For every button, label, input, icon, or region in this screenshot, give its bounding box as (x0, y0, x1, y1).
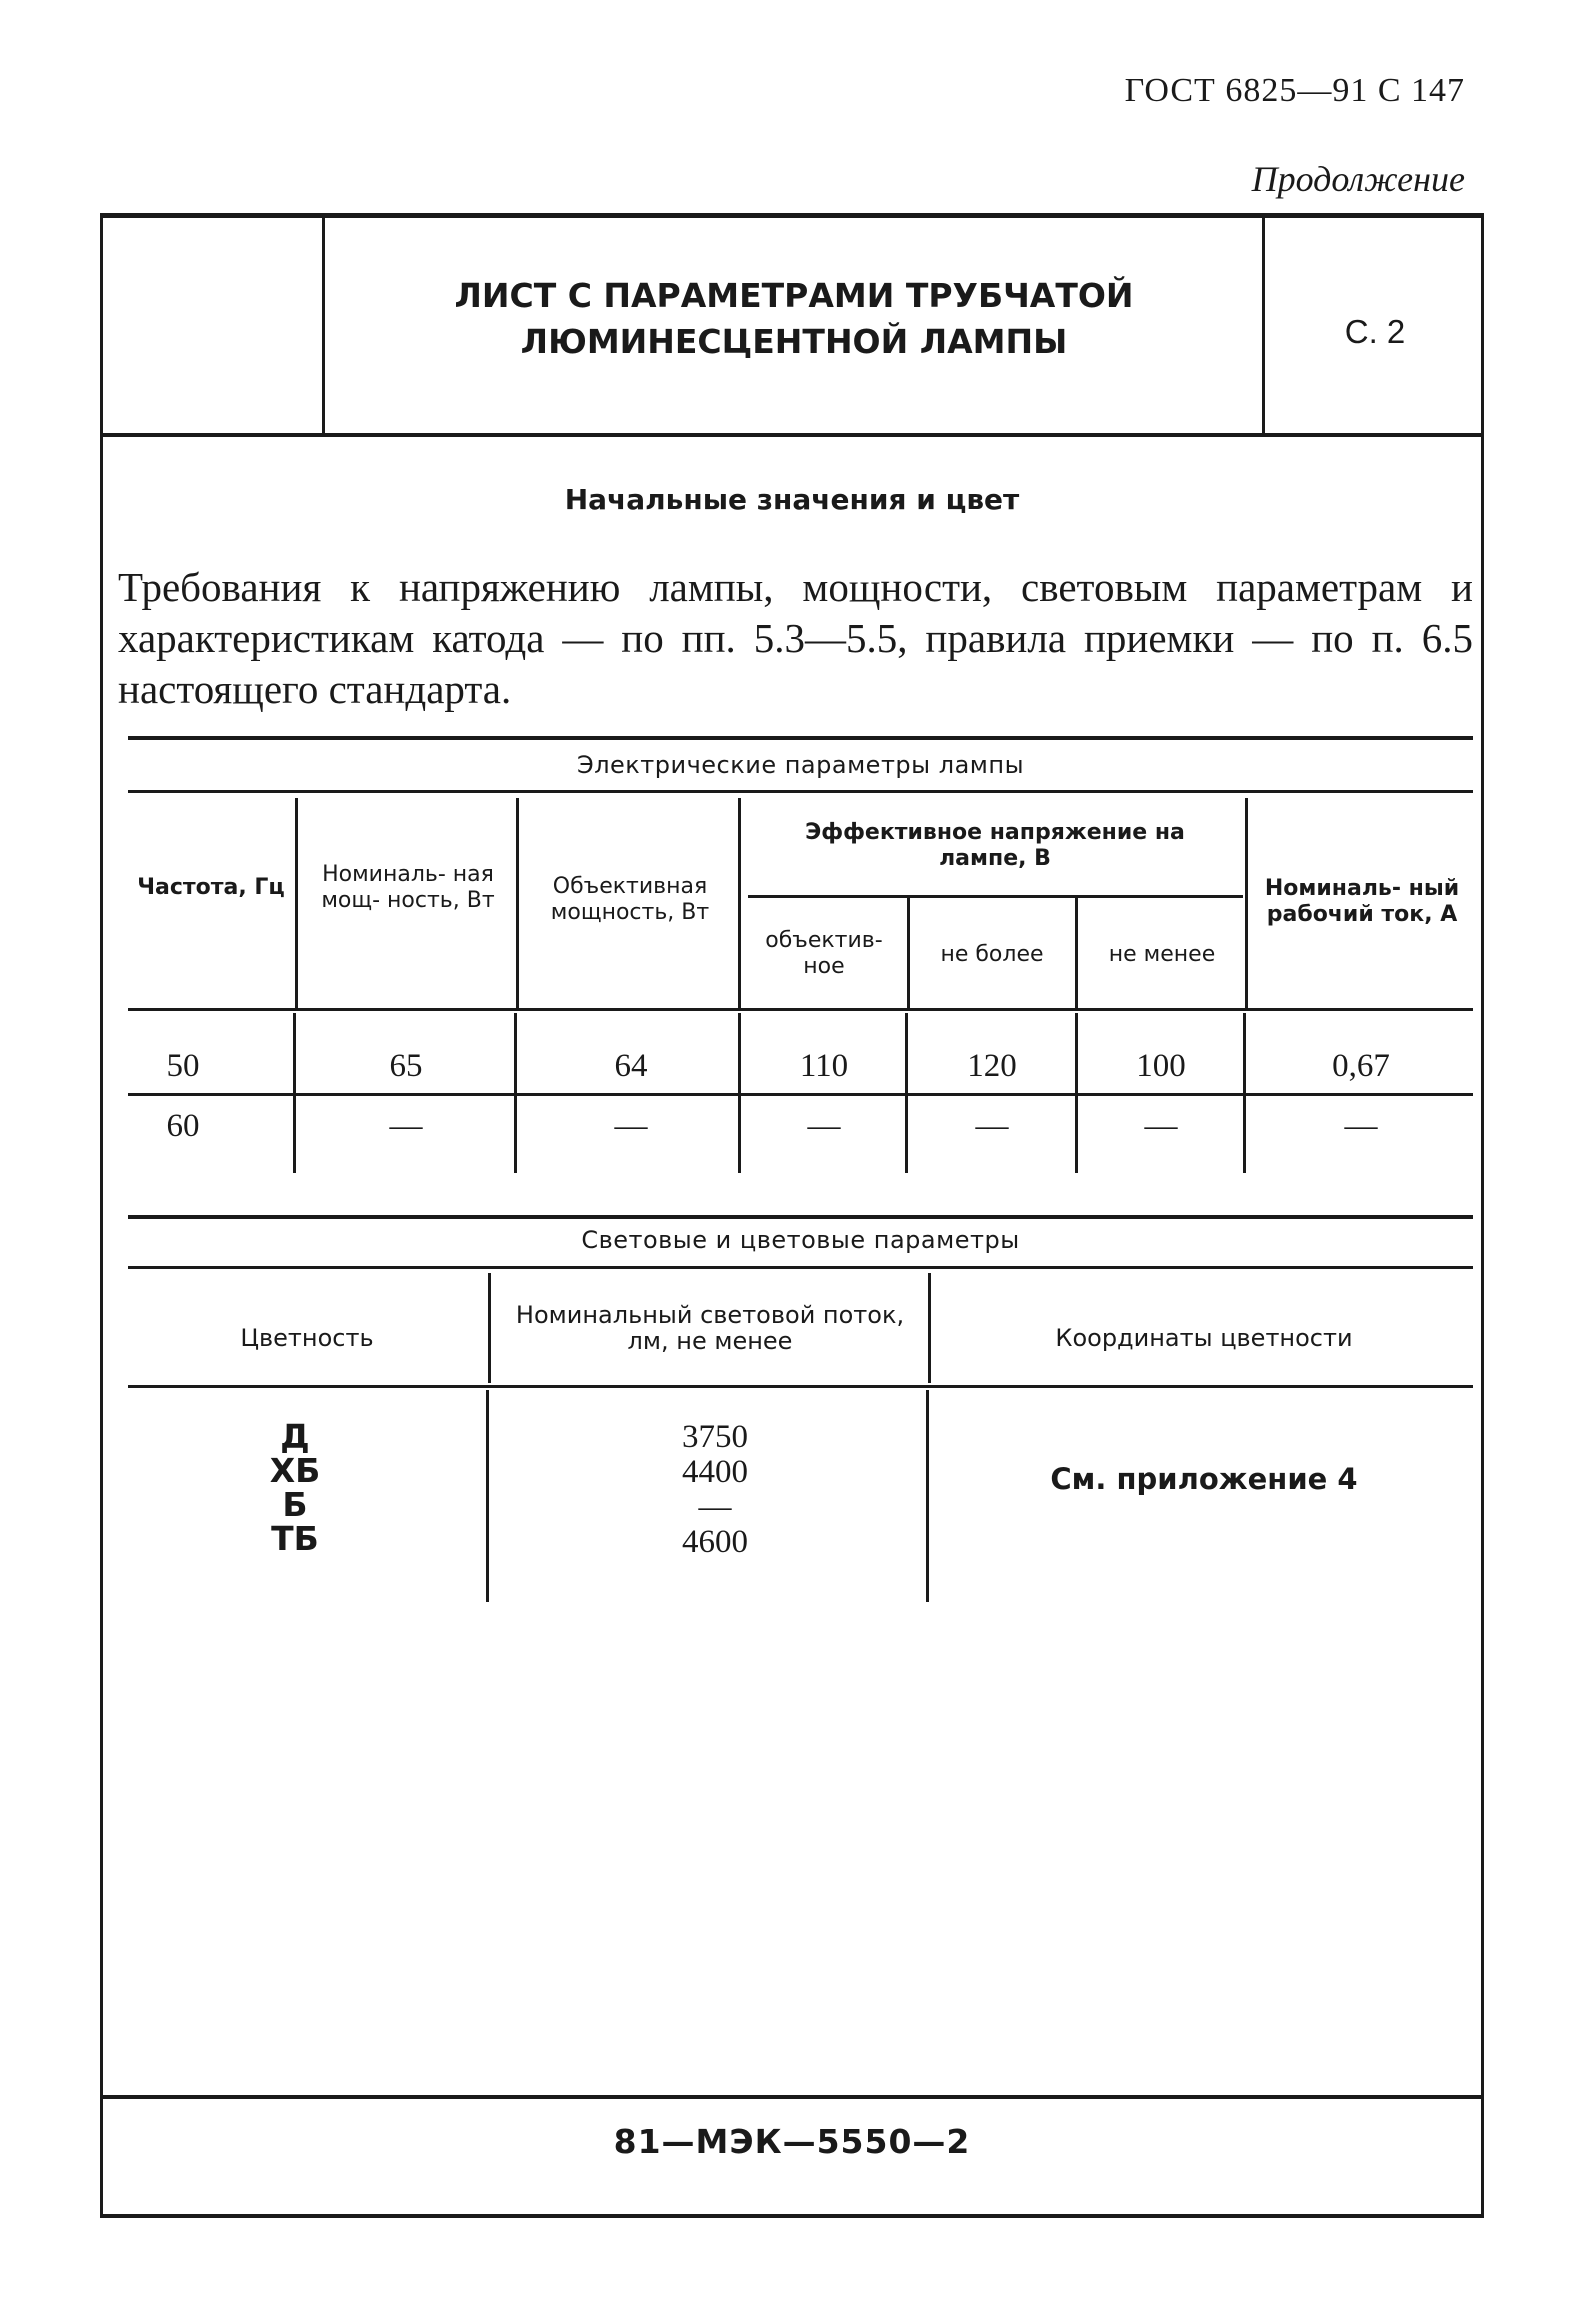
color-item: Б (282, 1485, 308, 1524)
cell-nominal-power: 65 (389, 1048, 423, 1084)
cell-voltage-max: 120 (967, 1048, 1017, 1084)
cell-voltage-objective: 110 (799, 1048, 849, 1084)
flux-item: 4400 (682, 1454, 748, 1490)
color-item: ТБ (271, 1519, 319, 1558)
cell-frequency: 50 (166, 1048, 200, 1084)
column-divider (738, 798, 741, 1008)
electrical-caption: Электрические параметры лампы (576, 751, 1025, 779)
cell-objective-power: 64 (614, 1048, 648, 1084)
table-rule (128, 1008, 1473, 1011)
flux-item: 3750 (682, 1419, 748, 1455)
cell-voltage-min: 100 (1136, 1048, 1186, 1084)
flux-item: 4600 (682, 1524, 748, 1560)
column-divider (928, 1273, 931, 1383)
voltage-subheader-rule (748, 895, 1243, 898)
table-rule (128, 1215, 1473, 1219)
cell-voltage-objective: — (807, 1108, 841, 1144)
photometric-caption: Световые и цветовые параметры (581, 1226, 1020, 1254)
sheet-page-number: С. 2 (1344, 313, 1406, 350)
footer-rule (100, 2095, 1484, 2099)
cell-nominal-current: — (1344, 1108, 1378, 1144)
cell-nominal-power: — (389, 1108, 423, 1144)
requirements-paragraph: Требования к напряжению лампы, мощности, световым параметрам и характеристикам катода — по пп. 5.3—5.5, правила приемки — по п. 6.5 настоящего стандарта. (118, 564, 1473, 712)
cell-nominal-current: 0,67 (1332, 1048, 1390, 1084)
chromaticity-reference: См. приложение 4 (1050, 1462, 1358, 1496)
title-divider-left (322, 218, 325, 433)
table-rule (128, 1266, 1473, 1269)
column-header-color: Цветность (240, 1324, 374, 1352)
column-divider (516, 798, 519, 1008)
column-divider (295, 798, 298, 1008)
sheet-title (330, 273, 1258, 365)
cell-objective-power: — (614, 1108, 648, 1144)
document-code: 81—МЭК—5550—2 (613, 2122, 971, 2161)
color-item: ХБ (269, 1451, 321, 1490)
color-item: Д (280, 1417, 310, 1456)
sheet-title-line-1: ЛИСТ С ПАРАМЕТРАМИ ТРУБЧАТОЙ (454, 276, 1134, 315)
column-divider (926, 1390, 929, 1602)
continuation-label: Продолжение (1251, 159, 1465, 199)
column-divider (907, 898, 910, 1008)
cell-voltage-max: — (975, 1108, 1009, 1144)
table-rule (128, 736, 1473, 740)
column-header-frequency: Частота, Гц (137, 875, 285, 900)
column-header-voltage-max: не более (940, 942, 1044, 967)
table-rule (128, 790, 1473, 793)
cell-voltage-min: — (1144, 1108, 1178, 1144)
column-header-objective-power: Объективная мощность, Вт (550, 874, 710, 925)
column-divider (488, 1273, 491, 1383)
sheet-title-line-2: ЛЮМИНЕСЦЕНТНОЙ ЛАМПЫ (520, 322, 1068, 361)
column-header-nominal-current: Номиналь- ный рабочий ток, А (1264, 876, 1460, 927)
column-header-voltage-min: не менее (1108, 942, 1216, 967)
column-divider (486, 1390, 489, 1602)
title-divider-right (1262, 218, 1265, 433)
section-title: Начальные значения и цвет (564, 483, 1020, 516)
standard-reference: ГОСТ 6825—91 С 147 (1124, 72, 1465, 109)
color-list (230, 1417, 360, 1558)
flux-list (620, 1420, 810, 1560)
cell-frequency: 60 (166, 1108, 200, 1144)
column-header-chromaticity: Координаты цветности (1055, 1324, 1353, 1352)
table-rule (128, 1385, 1473, 1388)
column-header-nominal-power: Номиналь- ная мощ- ность, Вт (321, 862, 495, 913)
flux-item: — (698, 1489, 732, 1525)
table-rule (128, 1093, 1473, 1096)
sheet-title-block (100, 218, 1484, 437)
column-divider (1075, 898, 1078, 1008)
column-header-luminous-flux: Номинальный световой поток, лм, не менее (515, 1301, 905, 1355)
column-header-effective-voltage: Эффективное напряжение на лампе, В (805, 820, 1185, 871)
column-divider (1245, 798, 1248, 1008)
column-header-voltage-objective: объектив- ное (765, 928, 883, 979)
